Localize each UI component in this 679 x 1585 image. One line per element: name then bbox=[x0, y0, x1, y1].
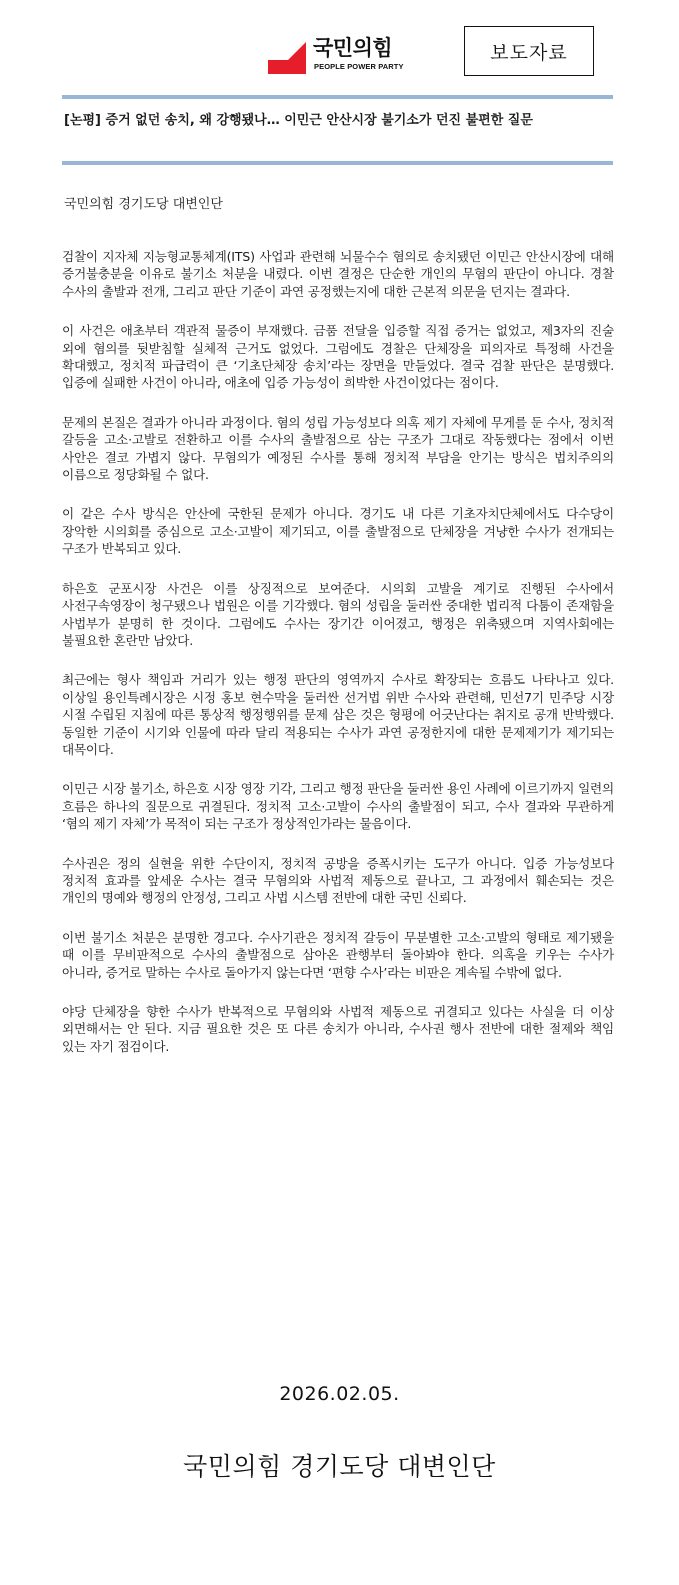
paragraph: 이 같은 수사 방식은 안산에 국한된 문제가 아니다. 경기도 내 다른 기초자치단체에서도 다수당이 장악한 시의회를 중심으로 고소·고발이 제기되고, 이를 출발점으로 단체장을 겨냥한 수사가 전개되는 구조가 반복되고 있다. bbox=[62, 506, 614, 557]
paragraph: 최근에는 형사 책임과 거리가 있는 행정 판단의 영역까지 수사로 확장되는 흐름도 나타나고 있다. 이상일 용인특례시장은 시정 홍보 현수막을 둘러싼 선거법 위반 수사와 관련해, 민선7기 민주당 시장 시절 수립된 지침에 따른 통상적 행정행위를 문제 삼은 것은 형평에 어긋난다는 취지로 공개 반박했다. 동일한 기준이 시기와 인물에 따라 달리 적용되는 수사가 과연 공정한지에 대한 문제제기가 제기되는 대목이다. bbox=[62, 672, 614, 757]
title-top-rule bbox=[62, 95, 613, 99]
document-header bbox=[0, 0, 679, 96]
logo-name-korean: 국민의힘 bbox=[313, 36, 393, 60]
paragraph: 하은호 군포시장 사건은 이를 상징적으로 보여준다. 시의회 고발을 계기로 진행된 수사에서 사전구속영장이 청구됐으나 법원은 이를 기각했다. 혐의 성립을 둘러싼 중대한 법리적 다툼이 존재함을 사법부가 분명히 한 것이다. 그럼에도 수사는 장기간 이어졌고, 행정은 위축됐으며 지역사회에는 불필요한 혼란만 남았다. bbox=[62, 580, 614, 648]
release-date: 2026.02.05. bbox=[279, 1383, 400, 1405]
document-title: [논평] 증거 없던 송치, 왜 강행됐나… 이민근 안산시장 불기소가 던진 불편한 질문 bbox=[64, 113, 533, 128]
logo-name-english: PEOPLE POWER PARTY bbox=[314, 62, 404, 71]
signature: 국민의힘 경기도당 대변인단 bbox=[183, 1452, 496, 1481]
party-logo-icon bbox=[266, 34, 308, 74]
title-bottom-rule bbox=[62, 161, 613, 165]
paragraph: 이 사건은 애초부터 객관적 물증이 부재했다. 금품 전달을 입증할 직접 증거는 없었고, 제3자의 진술 외에 혐의를 뒷받침할 실체적 근거도 없었다. 그럼에도 경찰은 단체장을 피의자로 특정해 사건을 확대했고, 정치적 파급력이 큰 ‘기초단체장 송치’라는 장면을 만들었다. 결국 검찰 판단은 분명했다. 입증에 실패한 사건이 아니라, 애초에 입증 가능성이 희박한 사건이었다는 점이다. bbox=[62, 323, 614, 391]
paragraph: 야당 단체장을 향한 수사가 반복적으로 무혐의와 사법적 제동으로 귀결되고 있다는 사실을 더 이상 외면해서는 안 된다. 지금 필요한 것은 또 다른 송치가 아니라, 수사권 행사 전반에 대한 절제와 책임 있는 자기 점검이다. bbox=[62, 1004, 614, 1054]
paragraph: 문제의 본질은 결과가 아니라 과정이다. 혐의 성립 가능성보다 의혹 제기 자체에 무게를 둔 수사, 정치적 갈등을 고소·고발로 전환하고 이를 수사의 출발점으로 삼는 구조가 그대로 작동했다는 점에서 이번 사안은 결코 가볍지 않다. 무혐의가 예정된 수사를 통해 정치적 부담을 안기는 방식은 법치주의의 이름으로 정당화될 수 없다. bbox=[62, 414, 614, 483]
paragraph: 이민근 시장 불기소, 하은호 시장 영장 기각, 그리고 행정 판단을 둘러싼 용인 사례에 이르기까지 일련의 흐름은 하나의 질문으로 귀결된다. 정치적 고소·고발이 수사의 출발점이 되고, 수사 결과와 무관하게 ‘혐의 제기 자체’가 목적이 되는 구조가 정상적인가라는 물음이다. bbox=[62, 781, 614, 832]
article-body bbox=[62, 248, 614, 1077]
paragraph: 검찰이 지자체 지능형교통체계(ITS) 사업과 관련해 뇌물수수 혐의로 송치됐던 이민근 안산시장에 대해 증거불충분을 이유로 불기소 처분을 내렸다. 이번 결정은 단순한 개인의 무혐의 판단이 아니다. 경찰 수사의 출발과 전개, 그리고 판단 기준이 과연 공정했는지에 대한 근본적 의문을 던지는 결과다. bbox=[62, 249, 614, 299]
issuer-line: 국민의힘 경기도당 대변인단 bbox=[64, 197, 223, 212]
press-release-label: 보도자료 bbox=[464, 26, 594, 76]
paragraph: 이번 불기소 처분은 분명한 경고다. 수사기관은 정치적 갈등이 무분별한 고소·고발의 형태로 제기됐을 때 이를 무비판적으로 수사의 출발점으로 삼아온 관행부터 돌아봐야 한다. 의혹을 키우는 수사가 아니라, 증거로 말하는 수사로 돌아가지 않는다면 ‘편향 수사’라는 비판은 계속될 수밖에 없다. bbox=[62, 929, 614, 980]
paragraph: 수사권은 정의 실현을 위한 수단이지, 정치적 공방을 증폭시키는 도구가 아니다. 입증 가능성보다 정치적 효과를 앞세운 수사는 결국 무혐의와 사법적 제동으로 끝나고, 그 과정에서 훼손되는 것은 개인의 명예와 행정의 안정성, 그리고 사법 시스템 전반에 대한 국민 신뢰다. bbox=[62, 855, 614, 906]
party-logo bbox=[266, 32, 416, 76]
